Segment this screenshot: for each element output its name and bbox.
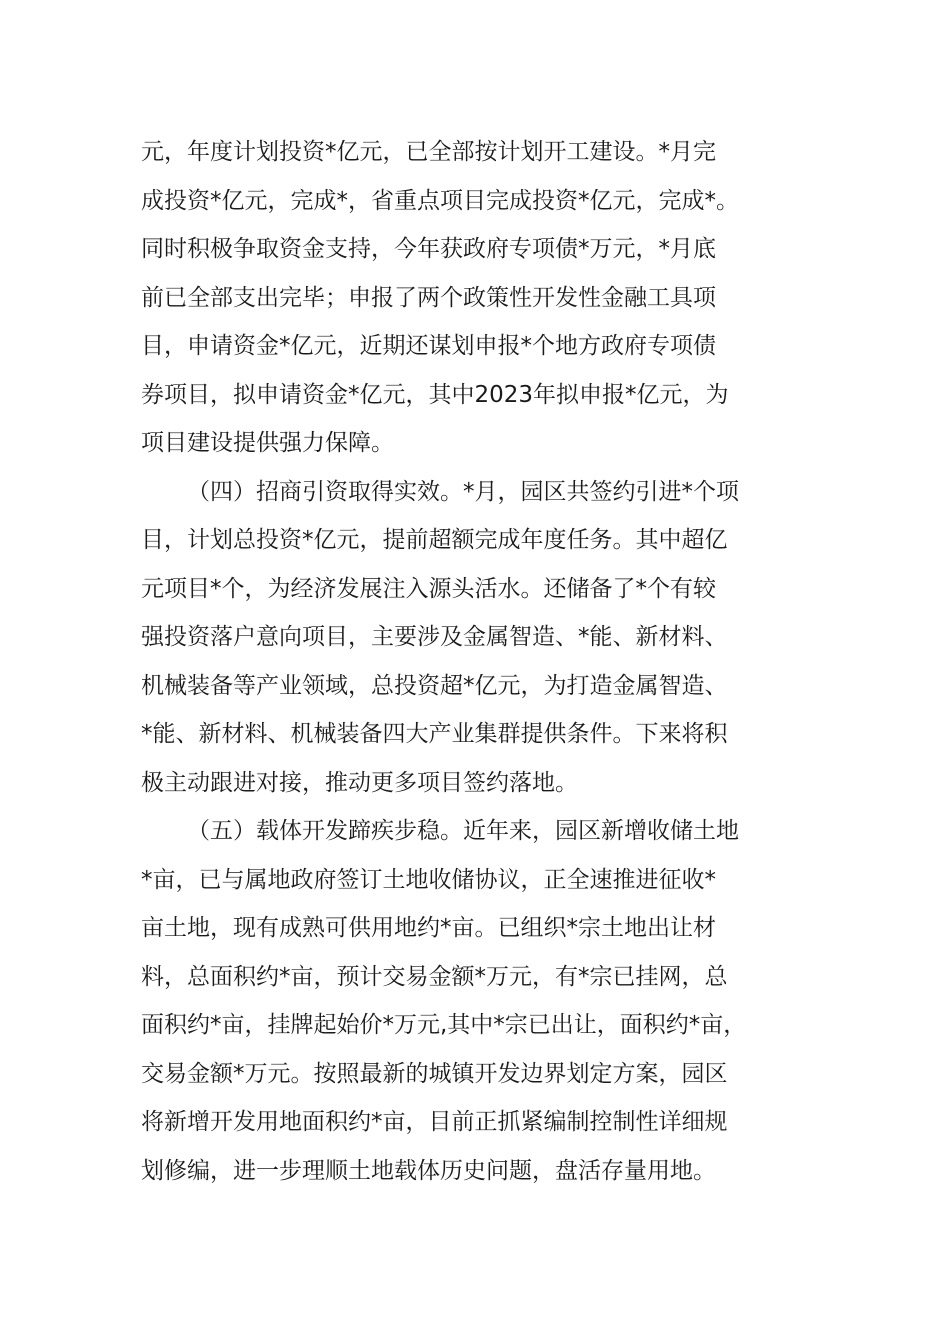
text-line: *亩，已与属地政府签订土地收储协议，正全速推进征收* (141, 866, 716, 893)
text-line: 亩土地，现有成熟可供用地约*亩。已组织*宗土地出让材 (141, 915, 716, 941)
paragraph-section-5 (141, 807, 821, 1195)
text-line: 元项目*个，为经济发展注入源头活水。还储备了*个有较 (141, 575, 716, 602)
text-line: 交易金额*万元。按照最新的城镇开发边界划定方案，园区 (141, 1060, 728, 1087)
section-heading-line: （五）载体开发蹄疾步稳。近年来，园区新增收储土地 (187, 818, 739, 844)
text-line: 料，总面积约*亩，预计交易金额*万元，有*宗已挂网，总 (141, 963, 728, 990)
section-heading-line: （四）招商引资取得实效。*月，园区共签约引进*个项 (187, 478, 739, 505)
text-line: 划修编，进一步理顺土地载体历史问题，盘活存量用地。 (141, 1157, 716, 1184)
document-body (141, 128, 821, 1195)
text-line: 面积约*亩，挂牌起始价*万元,其中*宗已出让，面积约*亩， (141, 1012, 747, 1038)
text-line: 成投资*亿元，完成*，省重点项目完成投资*亿元，完成*。 (141, 187, 739, 214)
text-line: 目，申请资金*亿元，近期还谋划申报*个地方政府专项债 (141, 333, 716, 359)
text-line: 券项目，拟申请资金*亿元，其中2023年拟申报*亿元，为 (141, 381, 729, 408)
text-line: 项目建设提供强力保障。 (141, 430, 394, 456)
text-line: 强投资落户意向项目，主要涉及金属智造、*能、新材料、 (141, 624, 728, 650)
text-line: 目，计划总投资*亿元，提前超额完成年度任务。其中超亿 (141, 527, 728, 553)
paragraph-section-4 (141, 468, 821, 808)
text-line: 将新增开发用地面积约*亩，目前正抓紧编制控制性详细规 (141, 1109, 728, 1135)
text-line: 同时积极争取资金支持，今年获政府专项债*万元，*月底 (141, 236, 716, 262)
text-line: 机械装备等产业领域，总投资超*亿元，为打造金属智造、 (141, 672, 728, 699)
text-line: 元，年度计划投资*亿元，已全部按计划开工建设。*月完 (141, 139, 716, 165)
text-line: 前已全部支出完毕；申报了两个政策性开发性金融工具项 (141, 284, 716, 311)
text-line: *能、新材料、机械装备四大产业集群提供条件。下来将积 (141, 721, 728, 747)
paragraph-investment (141, 128, 821, 468)
text-line: 极主动跟进对接，推动更多项目签约落地。 (141, 769, 578, 796)
